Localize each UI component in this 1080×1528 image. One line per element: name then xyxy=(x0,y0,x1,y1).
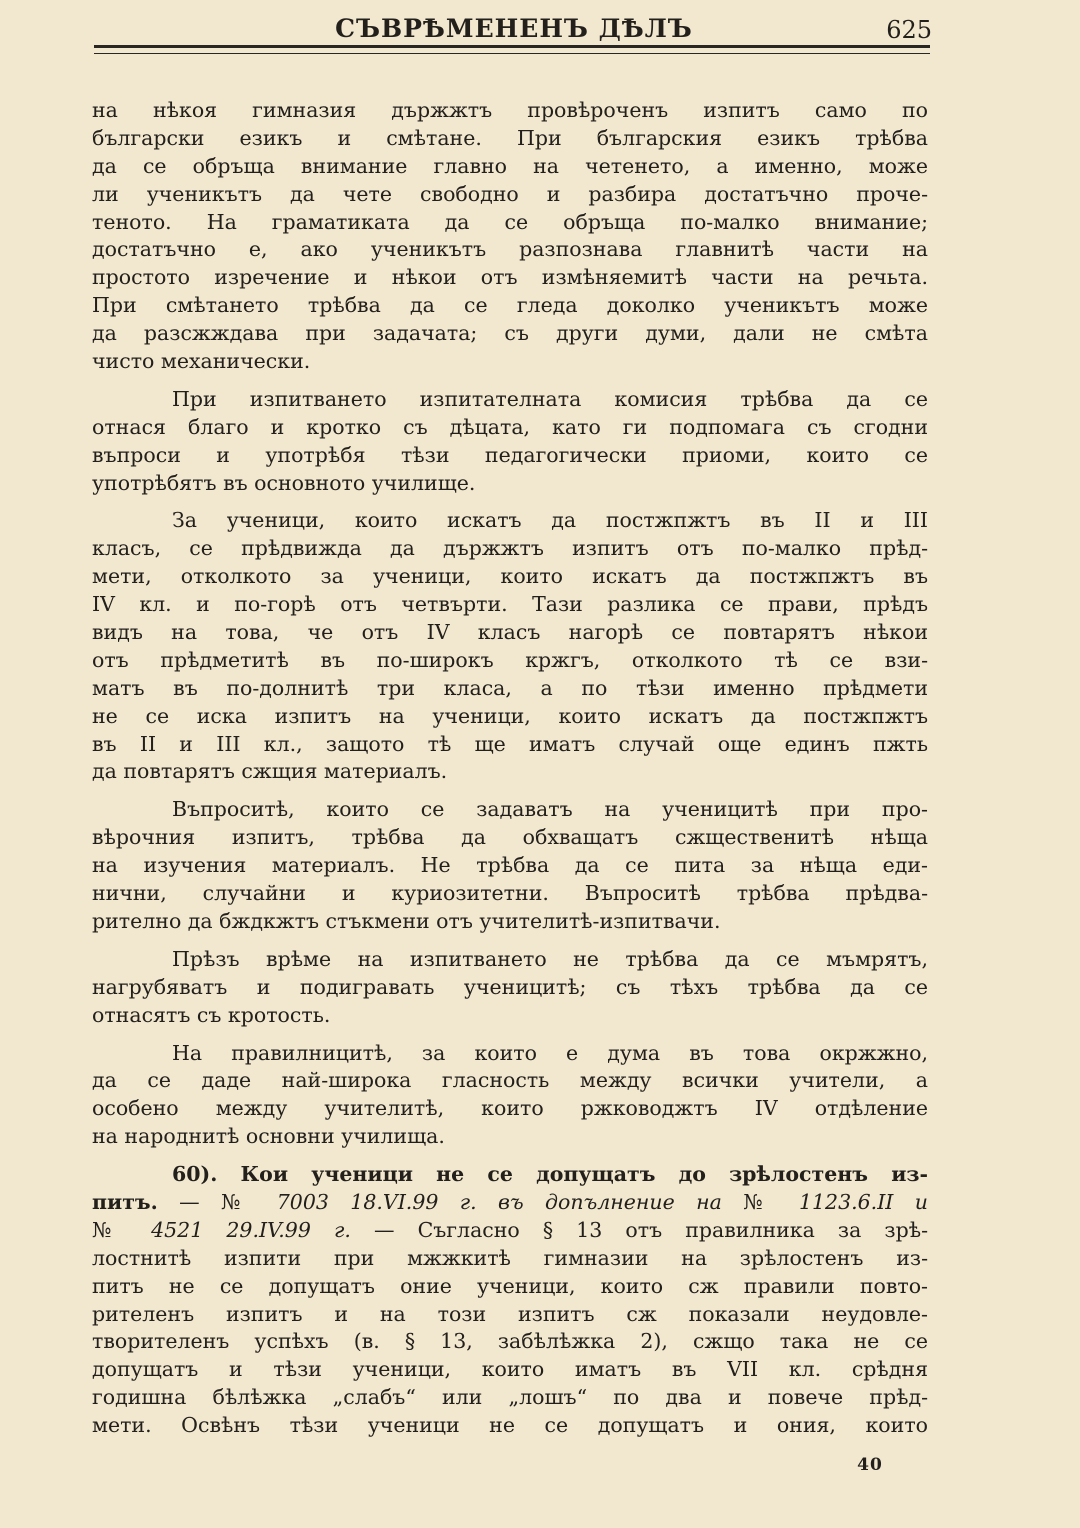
decree-reference: 7003 18.VI.99 г. въ допълнение на xyxy=(276,1189,722,1214)
text-line: отнасятъ съ кротость. xyxy=(92,1002,331,1027)
text-line: класъ, се прѣдвижда да държжтъ изпитъ отъ по-малко прѣд- xyxy=(92,536,928,561)
text-line xyxy=(92,1217,928,1245)
text-line: особено между учителитѣ, които ржководжтъ IV отдѣление xyxy=(92,1096,928,1121)
text-line: мети. Освѣнъ тѣзи ученици не се допущатъ и ония, които xyxy=(92,1413,928,1438)
text-line: простото изречение и нѣкои отъ измѣняемитѣ части на речьта. xyxy=(92,265,928,290)
text-line: Въпроситѣ, които се задаватъ на ученицитѣ при про- xyxy=(172,797,928,822)
text-line: При смѣтането трѣбва да се гледа доколко ученикътъ може xyxy=(92,293,928,318)
text-line: въ II и III кл., защото тѣ ще иматъ случай още единъ пжть xyxy=(92,731,928,756)
text-line: IV кл. и по-горѣ отъ четвърти. Тази разлика се прави, прѣдъ xyxy=(92,592,928,617)
decree-reference: 1123.6.II и xyxy=(798,1189,928,1214)
text-line: рителенъ изпитъ и на този изпитъ сж показали неудовле- xyxy=(92,1301,928,1326)
paragraph-2 xyxy=(92,386,928,498)
text-line: За ученици, които искатъ да постжпжтъ въ II и III xyxy=(172,508,928,533)
text-line: достатъчно е, ако ученикътъ разпознава главнитѣ части на xyxy=(92,237,928,262)
section-heading-line: 60). Кои ученици не се допущатъ до зрѣлостенъ из- xyxy=(172,1162,928,1187)
text-line: творителенъ успѣхъ (в. § 13, забѣлѣжка 2), сжщо така не се xyxy=(92,1329,928,1354)
paragraph-5 xyxy=(92,946,928,1030)
text-line: да повтарятъ сжщия материалъ. xyxy=(92,759,448,784)
paragraph-3 xyxy=(92,507,928,786)
text-line: нагрубяватъ и подигравать ученицитѣ; съ тѣхъ трѣбва да се xyxy=(92,974,928,999)
section-title: СЪВРѢМЕНЕНЪ ДѢЛЪ xyxy=(335,14,693,43)
text-line: не се иска изпитъ на ученици, които искатъ да постжпжтъ xyxy=(92,703,928,728)
text-line: питъ не се допущатъ оние ученици, които сж правили повто- xyxy=(92,1273,928,1298)
text-line: матъ въ по-долнитѣ три класа, а по тѣзи именно прѣдмети xyxy=(92,675,928,700)
text-line: мети, отколкото за ученици, които искатъ да постжпжтъ въ xyxy=(92,564,928,589)
text-line: ли ученикътъ да чете свободно и разбира достатъчно проче- xyxy=(92,181,928,206)
header-rule-thick xyxy=(94,45,930,48)
text-line: въпроси и употрѣбя тѣзи педагогически приоми, които се xyxy=(92,442,928,467)
page-number: 625 xyxy=(886,16,932,44)
text-line: да се даде най-широка гласность между всички учители, а xyxy=(92,1068,928,1093)
text-run: — Съгласно § 13 отъ правилника за зрѣ- xyxy=(350,1217,928,1242)
text-line: употрѣбятъ въ основното училище. xyxy=(92,470,476,495)
text-line: чисто механически. xyxy=(92,349,311,374)
text-line: вѣрочния изпитъ, трѣбва да обхващатъ сжщественитѣ нѣща xyxy=(92,825,928,850)
text-line: Прѣзъ врѣме на изпитването не трѣбва да се мъмрятъ, xyxy=(172,946,928,971)
text-line: отнася благо и кротко съ дѣцата, като ги подпомага съ сгодни xyxy=(92,414,928,439)
heading-end: питъ. xyxy=(92,1189,158,1214)
text-line: годишна бѣлѣжка „слабъ“ или „лошъ“ по два и повече прѣд- xyxy=(92,1385,928,1410)
text-line: български езикъ и смѣтане. При българския езикъ трѣбва xyxy=(92,125,928,150)
text-line: лостнитѣ изпити при мжжкитѣ гимназии на зрѣлостенъ из- xyxy=(92,1245,928,1270)
paragraph-1 xyxy=(92,97,928,376)
text-line: На правилницитѣ, за които е дума въ това окржжно, xyxy=(172,1040,928,1065)
text-line: При изпитването изпитателната комисия трѣбва да се xyxy=(172,386,928,411)
decree-reference: 4521 29.IV.99 г. xyxy=(151,1217,351,1242)
number-sign: № xyxy=(721,1189,799,1214)
body-text xyxy=(92,97,928,1440)
text-line: отъ прѣдметитѣ въ по-широкъ кржгъ, отколкото тѣ се взи- xyxy=(92,647,928,672)
text-line: на народнитѣ основни училища. xyxy=(92,1124,445,1149)
text-line: да разсжждава при задачата; съ други думи, дали не смѣта xyxy=(92,321,928,346)
header-rule-thin xyxy=(94,53,930,54)
paragraph-4 xyxy=(92,796,928,935)
text-line: допущатъ и тѣзи ученици, които иматъ въ VII кл. срѣдня xyxy=(92,1357,928,1382)
text-line xyxy=(92,1189,928,1217)
number-sign: № xyxy=(92,1217,152,1242)
text-line: на нѣкоя гимназия държжтъ провѣроченъ изпитъ само по xyxy=(92,98,928,122)
text-line: теното. На граматиката да се обръща по-малко внимание; xyxy=(92,209,928,234)
paragraph-7 xyxy=(92,1161,928,1440)
paragraph-6 xyxy=(92,1040,928,1152)
running-head xyxy=(96,10,932,46)
signature-mark: 40 xyxy=(857,1455,883,1475)
text-line: нични, случайни и куриозитетни. Въпроситѣ трѣбва прѣдва- xyxy=(92,881,928,906)
text-line: рително да бждкжтъ стъкмени отъ учителитѣ-изпитвачи. xyxy=(92,908,721,933)
text-line: видъ на това, че отъ IV класъ нагорѣ се повтарятъ нѣкои xyxy=(92,620,928,645)
dash-number: — № xyxy=(157,1189,277,1214)
text-line: на изучения материалъ. Не трѣбва да се пита за нѣща еди- xyxy=(92,853,928,878)
text-line: да се обръща внимание главно на четенето, а именно, може xyxy=(92,153,928,178)
